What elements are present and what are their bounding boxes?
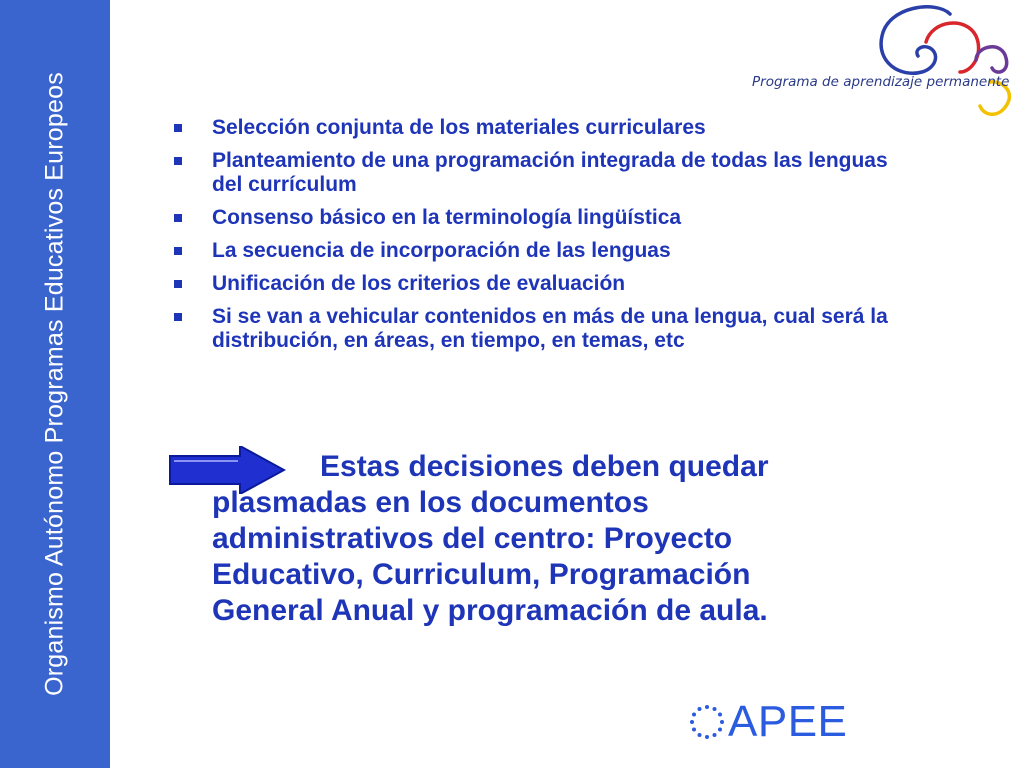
spiral-logo-icon [740, 2, 1024, 122]
square-bullet-icon [174, 247, 182, 255]
apee-logo [688, 697, 847, 747]
list-item [170, 239, 890, 263]
apee-label: APEE [728, 697, 848, 746]
list-item-text: Unificación de los criterios de evaluación [212, 272, 626, 295]
list-item [170, 272, 890, 296]
bullet-list [170, 116, 890, 362]
list-item [170, 149, 890, 197]
list-item [170, 305, 890, 353]
square-bullet-icon [174, 280, 182, 288]
list-item-text: Planteamiento de una programación integrada de todas las lenguas del currículum [212, 149, 888, 196]
list-item [170, 206, 890, 230]
list-item-text: Si se van a vehicular contenidos en más de una lengua, cual será la distribución, en áreas, en tiempo, en temas, etc [212, 305, 888, 352]
list-item-text: Consenso básico en la terminología lingüística [212, 206, 682, 229]
conclusion-text: Estas decisiones deben quedar plasmadas en los documentos administrativos del centro: Proyecto Educativo, Curriculum, Programación General Anual y programación de aula. [212, 450, 769, 627]
list-item-text: La secuencia de incorporación de las lenguas [212, 239, 671, 262]
logo-text: Programa de aprendizaje permanente [752, 74, 1010, 90]
list-item [170, 116, 890, 140]
square-bullet-icon [174, 313, 182, 321]
square-bullet-icon [174, 214, 182, 222]
square-bullet-icon [174, 157, 182, 165]
sidebar-title: Organismo Autónomo Programas Educativos Europeos [40, 72, 69, 696]
eu-stars-icon [688, 703, 726, 741]
square-bullet-icon [174, 124, 182, 132]
sidebar [0, 0, 110, 768]
list-item-text: Selección conjunta de los materiales curriculares [212, 116, 706, 139]
